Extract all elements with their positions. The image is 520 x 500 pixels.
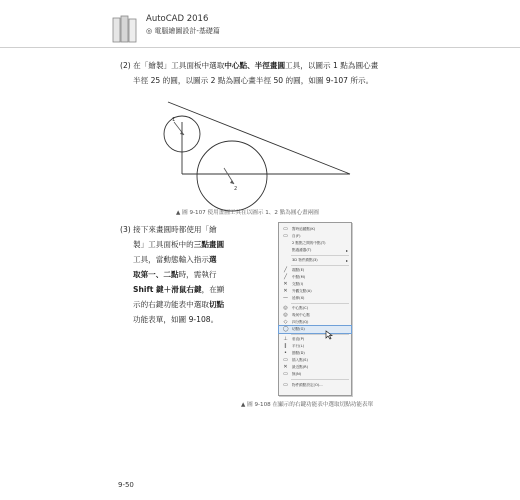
tangent-icon: ◯ [283, 326, 289, 332]
menu-item-nearest[interactable]: ✕ 最近點(R) [283, 364, 309, 370]
menu-item-from[interactable]: ▭ 自(F) [283, 233, 301, 239]
endpoint-icon: ╱ [283, 267, 287, 273]
menu-separator [291, 379, 349, 380]
menu-item-perpendicular[interactable]: ⊥ 垂直(P) [283, 336, 305, 342]
node-icon: • [284, 350, 287, 356]
nearest-icon: ✕ [283, 364, 288, 370]
menu-item-point-filters[interactable]: 點過濾器(T) ▸ [292, 248, 348, 253]
extension-icon: — [283, 295, 288, 301]
menu-item-apparent-intersection[interactable]: ✕ 外觀交點(A) [283, 288, 312, 294]
menu-item-temp-track[interactable]: ▭ 暫時追蹤點(K) [283, 226, 316, 232]
menu-separator [291, 303, 349, 304]
submenu-arrow-icon: ▸ [345, 248, 348, 253]
insert-icon: ▭ [283, 357, 288, 363]
point-2-label: 2 [234, 186, 238, 192]
osnap-settings-icon: ▭ [283, 382, 288, 388]
temp-track-icon: ▭ [283, 226, 288, 232]
book-subtitle: ◎ 電腦繪圖設計-基礎篇 [146, 27, 220, 35]
menu-item-center[interactable]: ◎ 中心點(C) [283, 305, 309, 311]
menu-item-tangent[interactable]: ◯ 切點(G) [279, 326, 351, 333]
menu-separator [291, 265, 349, 266]
intersection-icon: ✕ [283, 281, 288, 287]
menu-item-insert[interactable]: ▭ 插入點(S) [283, 357, 308, 363]
menu-item-3d-osnap[interactable]: 3D 物件鎖點(3) ▸ [292, 258, 348, 263]
menu-item-geometric-center[interactable]: ◎ 幾何中心點 [283, 312, 310, 318]
menu-item-quadrant[interactable]: ◇ 四分點(Q) [283, 319, 309, 325]
book-logo-icon [112, 14, 138, 44]
menu-item-intersection[interactable]: ✕ 交點(I) [283, 281, 304, 287]
point-1-label: 1 [172, 117, 176, 123]
book-title: AutoCAD 2016 [146, 14, 209, 24]
midpoint-icon: ╱ [283, 274, 287, 280]
quadrant-icon: ◇ [283, 319, 288, 325]
submenu-arrow-icon: ▸ [345, 258, 348, 263]
menu-item-endpoint[interactable]: ╱ 端點(E) [283, 267, 305, 273]
menu-item-node[interactable]: • 節點(D) [284, 350, 305, 356]
apparent-intersection-icon: ✕ [283, 288, 288, 294]
center-icon: ◎ [283, 305, 288, 311]
figure-9-107 [160, 92, 360, 212]
menu-separator [291, 334, 349, 335]
page-number: 9-50 [118, 481, 134, 489]
osnap-context-menu [278, 222, 352, 396]
menu-separator [291, 255, 349, 256]
parallel-icon: ∥ [284, 343, 287, 349]
figure-9-108-caption: ▲ 圖 9-108 在顯示的右鍵功能表中選取切點功能表單 [241, 402, 374, 408]
none-icon: ▭ [283, 371, 288, 377]
perpendicular-icon: ⊥ [283, 336, 288, 342]
menu-item-none[interactable]: ▭ 無(N) [283, 371, 302, 377]
menu-item-midpoint[interactable]: ╱ 中點(M) [283, 274, 306, 280]
mouse-cursor-icon [325, 330, 333, 342]
step-3-paragraph: (3) 接下來畫圓時都使用「繪 製」工具面板中的三點畫圓 工具，當動態輸入指示選 取第一、二點時，需執行 Shift 鍵＋滑鼠右鍵，在顯 示的右鍵功能表中選取切點 功能表單，如圖 9-108。 [120, 225, 225, 324]
step-2-paragraph: (2) 在「繪製」工具面板中選取中心點、半徑畫圓工具，以圖示 1 點為圓心畫 半徑 25 的圓，以圖示 2 點為圓心畫半徑 50 的圓，如圖 9-107 所示。 [120, 61, 379, 85]
from-icon: ▭ [283, 233, 288, 239]
menu-item-mid-between[interactable]: 2 點點之間的中點(T) [292, 241, 326, 245]
menu-item-extension[interactable]: — 延伸(X) [283, 295, 305, 301]
geometric-center-icon: ◎ [283, 312, 288, 318]
menu-item-osnap-settings[interactable]: ▭ 物件鎖點設定(O)... [283, 382, 323, 388]
menu-item-parallel[interactable]: ∥ 平行(L) [284, 343, 304, 349]
figure-9-107-caption: ▲ 圖 9-107 使用畫圓工具在以圖示 1、2 點為圓心畫兩圓 [176, 210, 319, 216]
header-divider [0, 47, 520, 48]
